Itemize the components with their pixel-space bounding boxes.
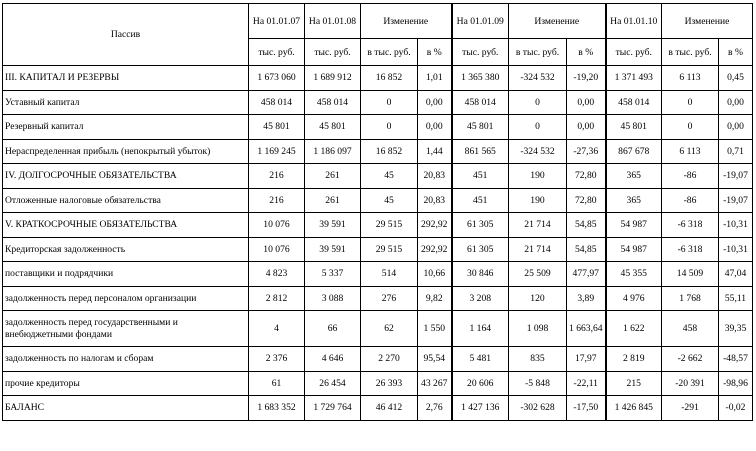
table-cell: 66 bbox=[305, 311, 361, 347]
table-cell: 0,71 bbox=[719, 139, 753, 164]
row-label: поставщики и подрядчики bbox=[3, 262, 249, 287]
table-row bbox=[3, 262, 753, 287]
table-cell: 1 169 245 bbox=[249, 139, 305, 164]
table-cell: 54,85 bbox=[567, 213, 606, 238]
table-cell: 2 812 bbox=[249, 286, 305, 311]
table-cell: 0,00 bbox=[719, 90, 753, 115]
table-cell: 514 bbox=[361, 262, 418, 287]
table-row bbox=[3, 347, 753, 372]
table-cell: 45 801 bbox=[452, 115, 509, 140]
table-body bbox=[3, 66, 753, 421]
percent-header: в % bbox=[567, 39, 606, 66]
row-label: задолженность перед персоналом организации bbox=[3, 286, 249, 311]
table-cell: 2,76 bbox=[418, 396, 452, 421]
table-cell: 0,00 bbox=[567, 115, 606, 140]
change-header-2: Изменение bbox=[509, 4, 606, 39]
table-header bbox=[3, 4, 753, 66]
table-cell: 2 819 bbox=[606, 347, 662, 372]
table-cell: 5 481 bbox=[452, 347, 509, 372]
table-cell: 261 bbox=[305, 188, 361, 213]
table-cell: 20,83 bbox=[418, 164, 452, 189]
table-cell: 835 bbox=[509, 347, 567, 372]
table-cell: 43 267 bbox=[418, 371, 452, 396]
table-cell: 4 976 bbox=[606, 286, 662, 311]
table-cell: -291 bbox=[662, 396, 719, 421]
table-row bbox=[3, 66, 753, 91]
row-label: прочие кредиторы bbox=[3, 371, 249, 396]
table-cell: 6 113 bbox=[662, 139, 719, 164]
table-cell: 6 113 bbox=[662, 66, 719, 91]
table-cell: 216 bbox=[249, 164, 305, 189]
table-cell: 365 bbox=[606, 188, 662, 213]
table-cell: -22,11 bbox=[567, 371, 606, 396]
table-cell: -10,31 bbox=[719, 237, 753, 262]
date-2010-header: На 01.01.10 bbox=[606, 4, 662, 39]
table-cell: 62 bbox=[361, 311, 418, 347]
table-cell: 458 bbox=[662, 311, 719, 347]
table-row bbox=[3, 90, 753, 115]
table-cell: 261 bbox=[305, 164, 361, 189]
table-cell: 16 852 bbox=[361, 139, 418, 164]
table-cell: 54 987 bbox=[606, 237, 662, 262]
table-cell: 292,92 bbox=[418, 213, 452, 238]
table-cell: 54 987 bbox=[606, 213, 662, 238]
table-cell: 3 208 bbox=[452, 286, 509, 311]
passive-balance-table bbox=[2, 3, 753, 421]
table-cell: 39 591 bbox=[305, 237, 361, 262]
table-cell: 61 305 bbox=[452, 213, 509, 238]
table-cell: 861 565 bbox=[452, 139, 509, 164]
table-cell: -6 318 bbox=[662, 213, 719, 238]
table-row bbox=[3, 164, 753, 189]
table-cell: 0,00 bbox=[418, 115, 452, 140]
table-cell: 9,82 bbox=[418, 286, 452, 311]
table-cell: -6 318 bbox=[662, 237, 719, 262]
row-label: IV. ДОЛГОСРОЧНЫЕ ОБЯЗАТЕЛЬСТВА bbox=[3, 164, 249, 189]
table-cell: 45 bbox=[361, 188, 418, 213]
table-cell: -19,07 bbox=[719, 188, 753, 213]
table-cell: -20 391 bbox=[662, 371, 719, 396]
date-2007-header: На 01.01.07 bbox=[249, 4, 305, 39]
table-row bbox=[3, 286, 753, 311]
table-cell: 45 801 bbox=[305, 115, 361, 140]
unit-header: в тыс. руб. bbox=[662, 39, 719, 66]
table-cell: -17,50 bbox=[567, 396, 606, 421]
table-cell: -27,36 bbox=[567, 139, 606, 164]
row-label: задолженность по налогам и сборам bbox=[3, 347, 249, 372]
table-cell: 20,83 bbox=[418, 188, 452, 213]
table-cell: 1,44 bbox=[418, 139, 452, 164]
table-cell: 1 673 060 bbox=[249, 66, 305, 91]
table-cell: 0 bbox=[361, 115, 418, 140]
row-label: задолженность перед государственными и внебюджетными фондами bbox=[3, 311, 249, 347]
table-cell: 1 427 136 bbox=[452, 396, 509, 421]
change-header-3: Изменение bbox=[662, 4, 753, 39]
table-cell: 292,92 bbox=[418, 237, 452, 262]
table-cell: 458 014 bbox=[249, 90, 305, 115]
table-cell: 477,97 bbox=[567, 262, 606, 287]
table-cell: -98,96 bbox=[719, 371, 753, 396]
row-label: Отложенные налоговые обязательства bbox=[3, 188, 249, 213]
table-cell: 215 bbox=[606, 371, 662, 396]
table-cell: -48,57 bbox=[719, 347, 753, 372]
table-cell: 4 823 bbox=[249, 262, 305, 287]
table-cell: 30 846 bbox=[452, 262, 509, 287]
table-cell: 29 515 bbox=[361, 213, 418, 238]
table-cell: 21 714 bbox=[509, 237, 567, 262]
table-cell: 120 bbox=[509, 286, 567, 311]
table-cell: 1 622 bbox=[606, 311, 662, 347]
table-row bbox=[3, 188, 753, 213]
table-cell: 1 164 bbox=[452, 311, 509, 347]
table-cell: -324 532 bbox=[509, 66, 567, 91]
table-cell: 458 014 bbox=[606, 90, 662, 115]
row-label: Кредиторская задолженность bbox=[3, 237, 249, 262]
date-2008-header: На 01.01.08 bbox=[305, 4, 361, 39]
table-cell: 1 371 493 bbox=[606, 66, 662, 91]
table-cell: 1 768 bbox=[662, 286, 719, 311]
table-cell: 17,97 bbox=[567, 347, 606, 372]
row-label: Уставный капитал bbox=[3, 90, 249, 115]
table-cell: 45 801 bbox=[606, 115, 662, 140]
table-cell: 26 454 bbox=[305, 371, 361, 396]
table-cell: 5 337 bbox=[305, 262, 361, 287]
table-cell: 365 bbox=[606, 164, 662, 189]
table-cell: -10,31 bbox=[719, 213, 753, 238]
table-cell: 190 bbox=[509, 164, 567, 189]
passive-header: Пассив bbox=[3, 4, 249, 66]
table-cell: 14 509 bbox=[662, 262, 719, 287]
table-row bbox=[3, 371, 753, 396]
table-cell: -19,07 bbox=[719, 164, 753, 189]
table-cell: 54,85 bbox=[567, 237, 606, 262]
date-2009-header: На 01.01.09 bbox=[452, 4, 509, 39]
table-cell: -86 bbox=[662, 164, 719, 189]
table-cell: 1 729 764 bbox=[305, 396, 361, 421]
table-cell: 458 014 bbox=[452, 90, 509, 115]
table-cell: 2 376 bbox=[249, 347, 305, 372]
table-cell: 1 365 380 bbox=[452, 66, 509, 91]
table-cell: 1 550 bbox=[418, 311, 452, 347]
table-cell: -5 848 bbox=[509, 371, 567, 396]
table-cell: 46 412 bbox=[361, 396, 418, 421]
unit-header: в тыс. руб. bbox=[361, 39, 418, 66]
table-cell: 61 bbox=[249, 371, 305, 396]
table-cell: 1 689 912 bbox=[305, 66, 361, 91]
table-cell: 39,35 bbox=[719, 311, 753, 347]
table-cell: 47,04 bbox=[719, 262, 753, 287]
change-header-1: Изменение bbox=[361, 4, 452, 39]
table-cell: 1 683 352 bbox=[249, 396, 305, 421]
unit-header: тыс. руб. bbox=[249, 39, 305, 66]
table-row bbox=[3, 139, 753, 164]
row-label: III. КАПИТАЛ И РЕЗЕРВЫ bbox=[3, 66, 249, 91]
table-cell: 451 bbox=[452, 164, 509, 189]
table-row bbox=[3, 311, 753, 347]
table-cell: 216 bbox=[249, 188, 305, 213]
table-cell: 3 088 bbox=[305, 286, 361, 311]
table-cell: 3,89 bbox=[567, 286, 606, 311]
row-label: Нераспределенная прибыль (непокрытый убыток) bbox=[3, 139, 249, 164]
table-cell: 95,54 bbox=[418, 347, 452, 372]
table-cell: 0,00 bbox=[418, 90, 452, 115]
unit-header: тыс. руб. bbox=[452, 39, 509, 66]
table-row bbox=[3, 396, 753, 421]
table-cell: 276 bbox=[361, 286, 418, 311]
percent-header: в % bbox=[418, 39, 452, 66]
table-cell: 72,80 bbox=[567, 188, 606, 213]
table-cell: 72,80 bbox=[567, 164, 606, 189]
table-cell: 4 646 bbox=[305, 347, 361, 372]
unit-header: в тыс. руб. bbox=[509, 39, 567, 66]
table-cell: -0,02 bbox=[719, 396, 753, 421]
table-cell: 1 663,64 bbox=[567, 311, 606, 347]
table-cell: 10 076 bbox=[249, 213, 305, 238]
table-cell: 0 bbox=[361, 90, 418, 115]
table-cell: 26 393 bbox=[361, 371, 418, 396]
table-cell: 21 714 bbox=[509, 213, 567, 238]
table-cell: 867 678 bbox=[606, 139, 662, 164]
table-cell: 190 bbox=[509, 188, 567, 213]
table-cell: 39 591 bbox=[305, 213, 361, 238]
table-cell: 0,45 bbox=[719, 66, 753, 91]
table-row bbox=[3, 237, 753, 262]
table-cell: -302 628 bbox=[509, 396, 567, 421]
row-label: V. КРАТКОСРОЧНЫЕ ОБЯЗАТЕЛЬСТВА bbox=[3, 213, 249, 238]
table-cell: 2 270 bbox=[361, 347, 418, 372]
table-cell: 1 186 097 bbox=[305, 139, 361, 164]
table-cell: 0 bbox=[509, 115, 567, 140]
table-cell: 29 515 bbox=[361, 237, 418, 262]
table-cell: 1 098 bbox=[509, 311, 567, 347]
table-cell: 451 bbox=[452, 188, 509, 213]
table-row bbox=[3, 213, 753, 238]
table-cell: 458 014 bbox=[305, 90, 361, 115]
row-label: Резервный капитал bbox=[3, 115, 249, 140]
table-cell: 20 606 bbox=[452, 371, 509, 396]
table-cell: 10 076 bbox=[249, 237, 305, 262]
table-cell: 0 bbox=[509, 90, 567, 115]
table-cell: 45 355 bbox=[606, 262, 662, 287]
table-cell: -324 532 bbox=[509, 139, 567, 164]
unit-header: тыс. руб. bbox=[606, 39, 662, 66]
table-cell: 61 305 bbox=[452, 237, 509, 262]
table-cell: 10,66 bbox=[418, 262, 452, 287]
table-cell: 0 bbox=[662, 90, 719, 115]
table-cell: 1,01 bbox=[418, 66, 452, 91]
table-cell: 0 bbox=[662, 115, 719, 140]
table-cell: -19,20 bbox=[567, 66, 606, 91]
unit-header: тыс. руб. bbox=[305, 39, 361, 66]
table-cell: 16 852 bbox=[361, 66, 418, 91]
table-cell: 1 426 845 bbox=[606, 396, 662, 421]
table-cell: 25 509 bbox=[509, 262, 567, 287]
table-cell: 0,00 bbox=[719, 115, 753, 140]
table-cell: 4 bbox=[249, 311, 305, 347]
row-label: БАЛАНС bbox=[3, 396, 249, 421]
table-row bbox=[3, 115, 753, 140]
table-cell: 45 bbox=[361, 164, 418, 189]
percent-header: в % bbox=[719, 39, 753, 66]
table-cell: 0,00 bbox=[567, 90, 606, 115]
table-cell: -2 662 bbox=[662, 347, 719, 372]
table-cell: 55,11 bbox=[719, 286, 753, 311]
table-cell: -86 bbox=[662, 188, 719, 213]
table-cell: 45 801 bbox=[249, 115, 305, 140]
